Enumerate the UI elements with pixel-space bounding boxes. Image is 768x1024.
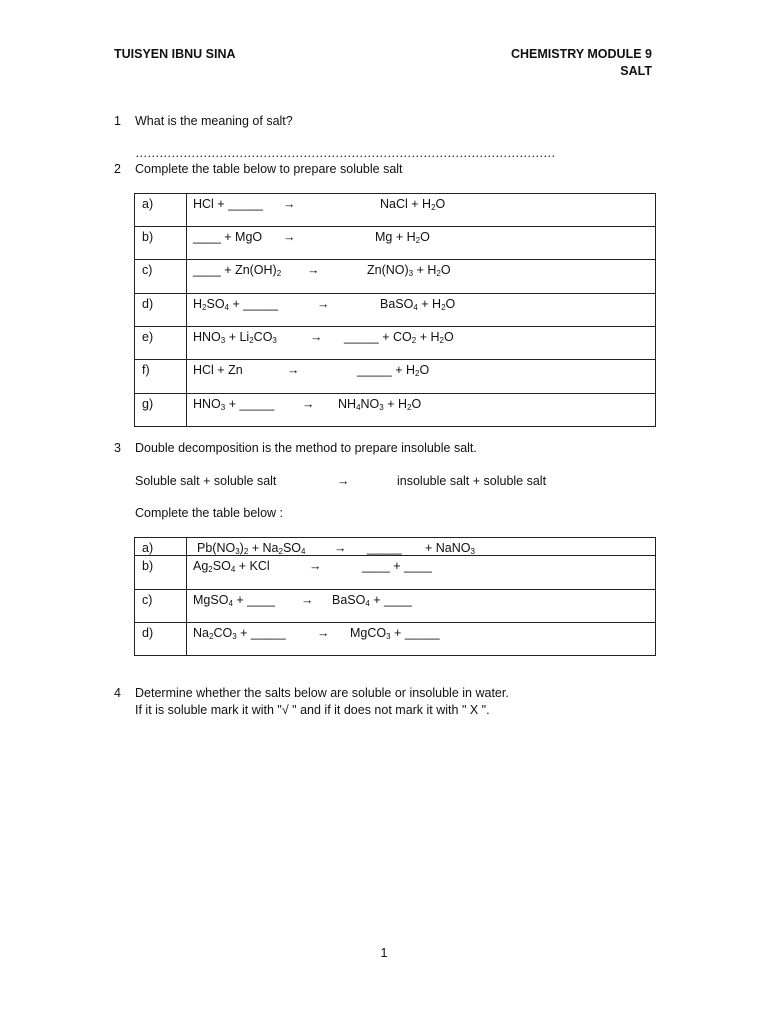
- row-label: d): [135, 294, 187, 327]
- soluble-salt-row: [135, 327, 656, 360]
- page-number: 1: [380, 946, 388, 960]
- row-label: c): [135, 590, 187, 623]
- header-module-title: CHEMISTRY MODULE 9: [511, 47, 652, 61]
- insoluble-salt-row: [135, 538, 656, 556]
- question-4-text: Determine whether the salts below are soluble or insoluble in water.: [135, 686, 509, 700]
- reaction-arrow: →: [317, 626, 330, 640]
- equation-part: $Mg + H_2O$: [375, 230, 430, 245]
- row-label: d): [135, 623, 187, 656]
- soluble-salt-row: [135, 194, 656, 227]
- reaction-arrow: →: [302, 397, 315, 411]
- question-1-text: What is the meaning of salt?: [135, 114, 293, 128]
- scheme-arrow: →: [337, 474, 350, 488]
- equation-part: _____ + $H_2O$: [357, 363, 430, 378]
- equation-part: BaSO$_4$ + $H_2O$: [380, 297, 456, 312]
- row-label: f): [135, 360, 187, 394]
- insoluble-salt-row: [135, 590, 656, 623]
- question-4-number: 4: [114, 686, 121, 700]
- question-3-instruction: Complete the table below :: [135, 506, 284, 520]
- row-label: a): [135, 194, 187, 227]
- question-1-number: 1: [114, 114, 121, 128]
- equation-cell: [187, 327, 656, 360]
- reaction-arrow: →: [310, 330, 323, 344]
- equation-part: ____ + MgO: [193, 230, 263, 244]
- equation-cell: [187, 227, 656, 260]
- reaction-arrow: →: [317, 297, 330, 311]
- equation-part: ____ + ____: [362, 559, 432, 573]
- equation-part: $Pb(NO_3)_2 + Na_2SO_4$: [197, 541, 306, 556]
- insoluble-salt-row: [135, 556, 656, 590]
- equation-cell: [187, 360, 656, 394]
- header-subject: SALT: [620, 64, 652, 78]
- equation-part: NaCl + $H_2O$: [380, 197, 446, 212]
- equation-cell: [187, 538, 656, 556]
- soluble-salt-row: [135, 394, 656, 427]
- soluble-salt-row: [135, 360, 656, 394]
- soluble-salt-row: [135, 227, 656, 260]
- soluble-salt-row: [135, 294, 656, 327]
- row-label: b): [135, 227, 187, 260]
- row-label: g): [135, 394, 187, 427]
- reaction-arrow: →: [334, 541, 347, 555]
- soluble-salt-table: [134, 193, 656, 427]
- equation-part: $H_2SO_4$ + _____: [193, 297, 279, 312]
- equation-part: MgSO$_4$ + ____: [193, 593, 275, 608]
- equation-part: ____ + $Zn(OH)_2$: [193, 263, 282, 278]
- reaction-arrow: →: [287, 363, 300, 377]
- reaction-arrow: →: [309, 559, 322, 573]
- reaction-arrow: →: [301, 593, 314, 607]
- answer-dotted-line: ……………………………………………………………………………………………: [135, 146, 555, 160]
- insoluble-salt-table: [134, 537, 656, 656]
- row-label: b): [135, 556, 187, 590]
- equation-part: _____: [367, 541, 402, 555]
- equation-part: $NH_4NO_3 + H_2O$: [338, 397, 422, 412]
- equation-part: MgCO$_3$ + _____: [350, 626, 440, 641]
- question-4-instruction: If it is soluble mark it with "√ " and if it does not mark it with " X ".: [135, 703, 490, 717]
- equation-part: $HNO_3$ + _____: [193, 397, 275, 412]
- equation-cell: [187, 556, 656, 590]
- equation-part: HCl + _____: [193, 197, 263, 211]
- equation-cell: [187, 260, 656, 294]
- equation-part: $Na_2CO_3$ + _____: [193, 626, 286, 641]
- equation-part: $Ag_2SO_4$ + KCl: [193, 559, 270, 574]
- reaction-arrow: →: [283, 230, 296, 244]
- reaction-arrow: →: [307, 263, 320, 277]
- equation-part: HCl + Zn: [193, 363, 243, 377]
- row-label: a): [135, 538, 187, 556]
- equation-part: BaSO$_4$ + ____: [332, 593, 412, 608]
- insoluble-salt-row: [135, 623, 656, 656]
- equation-cell: [187, 394, 656, 427]
- row-label: c): [135, 260, 187, 294]
- scheme-reactants: Soluble salt + soluble salt: [135, 474, 277, 488]
- soluble-salt-row: [135, 260, 656, 294]
- question-2-number: 2: [114, 162, 121, 176]
- question-2-text: Complete the table below to prepare soluble salt: [135, 162, 403, 176]
- equation-part: $Zn(NO)_3 + H_2O$: [367, 263, 451, 278]
- equation-part: + NaNO$_3$: [425, 541, 475, 556]
- header-left: TUISYEN IBNU SINA: [114, 47, 236, 61]
- equation-part: _____ + $CO_2 + H_2O$: [344, 330, 454, 345]
- row-label: e): [135, 327, 187, 360]
- equation-cell: [187, 623, 656, 656]
- equation-cell: [187, 194, 656, 227]
- equation-part: $HNO_3 + Li_2CO_3$: [193, 330, 277, 345]
- equation-cell: [187, 590, 656, 623]
- equation-cell: [187, 294, 656, 327]
- question-3-text: Double decomposition is the method to prepare insoluble salt.: [135, 441, 477, 455]
- question-3-number: 3: [114, 441, 121, 455]
- reaction-arrow: →: [283, 197, 296, 211]
- scheme-products: insoluble salt + soluble salt: [397, 474, 547, 488]
